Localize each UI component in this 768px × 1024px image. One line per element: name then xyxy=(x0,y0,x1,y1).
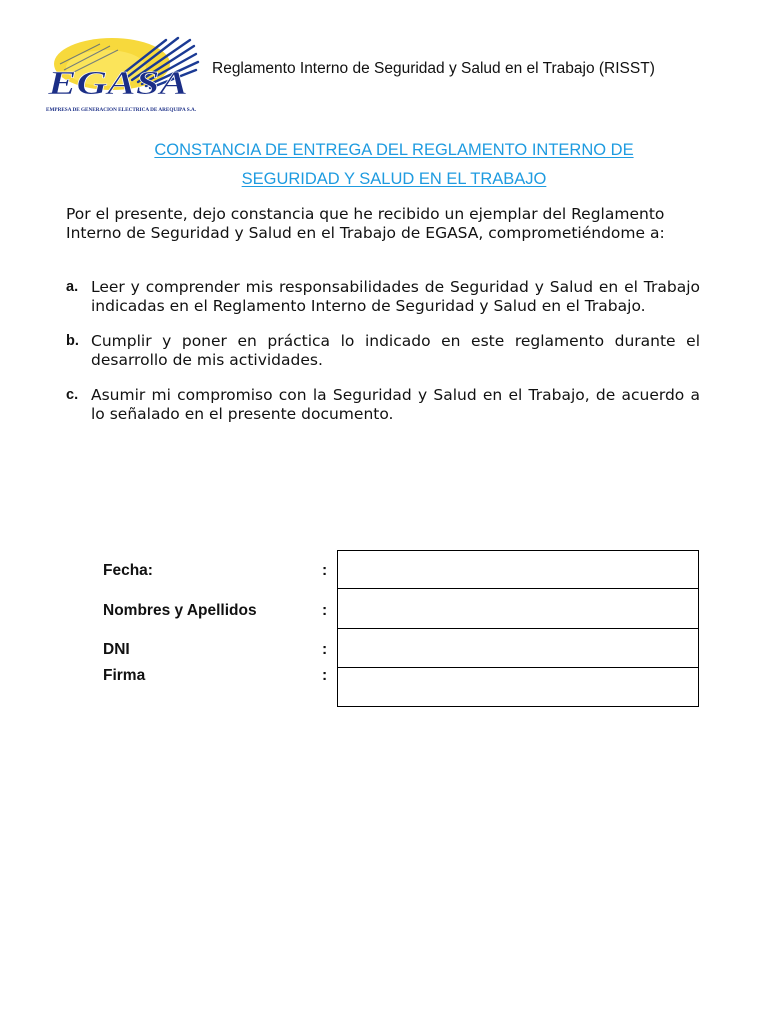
egasa-logo-graphic xyxy=(40,34,200,116)
nombres-label: Nombres y Apellidos xyxy=(103,601,257,619)
field-colon: : xyxy=(322,666,328,684)
field-colon: : xyxy=(322,562,328,579)
list-item xyxy=(66,386,700,423)
fecha-label: Fecha: xyxy=(103,562,153,579)
document-heading-line: CONSTANCIA DE ENTREGA DEL REGLAMENTO INTERNO DE xyxy=(154,141,634,159)
list-item-text: Asumir mi compromiso con la Seguridad y Salud en el Trabajo, de acuerdo a lo señalado en el presente documento. xyxy=(91,386,700,423)
dni-field[interactable] xyxy=(337,629,699,668)
list-item xyxy=(66,278,700,315)
list-item-letter: c. xyxy=(66,387,79,403)
egasa-logo xyxy=(40,34,200,116)
form-labels xyxy=(103,551,337,709)
header-document-title: Reglamento Interno de Seguridad y Salud en el Trabajo (RISST) xyxy=(212,60,655,77)
field-colon: : xyxy=(322,641,328,658)
dni-label: DNI xyxy=(103,641,130,658)
document-heading xyxy=(60,136,728,194)
form-row xyxy=(103,630,337,670)
form-row xyxy=(103,551,337,591)
intro-paragraph: Por el presente, dejo constancia que he recibido un ejemplar del Reglamento Interno de Seguridad y Salud en el Trabajo de EGASA, comprometiéndome a: xyxy=(66,205,665,242)
nombres-apellidos-field[interactable] xyxy=(337,589,699,629)
list-item-letter: a. xyxy=(66,279,79,295)
fecha-field[interactable] xyxy=(337,550,699,589)
list-item xyxy=(66,332,700,369)
form-row xyxy=(103,666,337,710)
firma-field[interactable] xyxy=(337,668,699,707)
form-row xyxy=(103,591,337,631)
document-heading-line: SEGURIDAD Y SALUD EN EL TRABAJO xyxy=(241,170,547,188)
field-colon: : xyxy=(322,601,328,619)
firma-label: Firma xyxy=(103,666,146,684)
list-item-text: Leer y comprender mis responsabilidades de Seguridad y Salud en el Trabajo indicadas en el Reglamento Interno de Seguridad y Salud en el Trabajo. xyxy=(91,278,700,315)
form-input-boxes xyxy=(337,550,699,707)
list-item-letter: b. xyxy=(66,333,79,349)
list-item-text: Cumplir y poner en práctica lo indicado en este reglamento durante el desarrollo de mis actividades. xyxy=(91,332,700,369)
logo-subtext: EMPRESA DE GENERACION ELECTRICA DE AREQUIPA S.A. xyxy=(46,107,197,113)
logo-wordmark: EGASA xyxy=(46,65,188,102)
commitment-list xyxy=(66,278,700,440)
